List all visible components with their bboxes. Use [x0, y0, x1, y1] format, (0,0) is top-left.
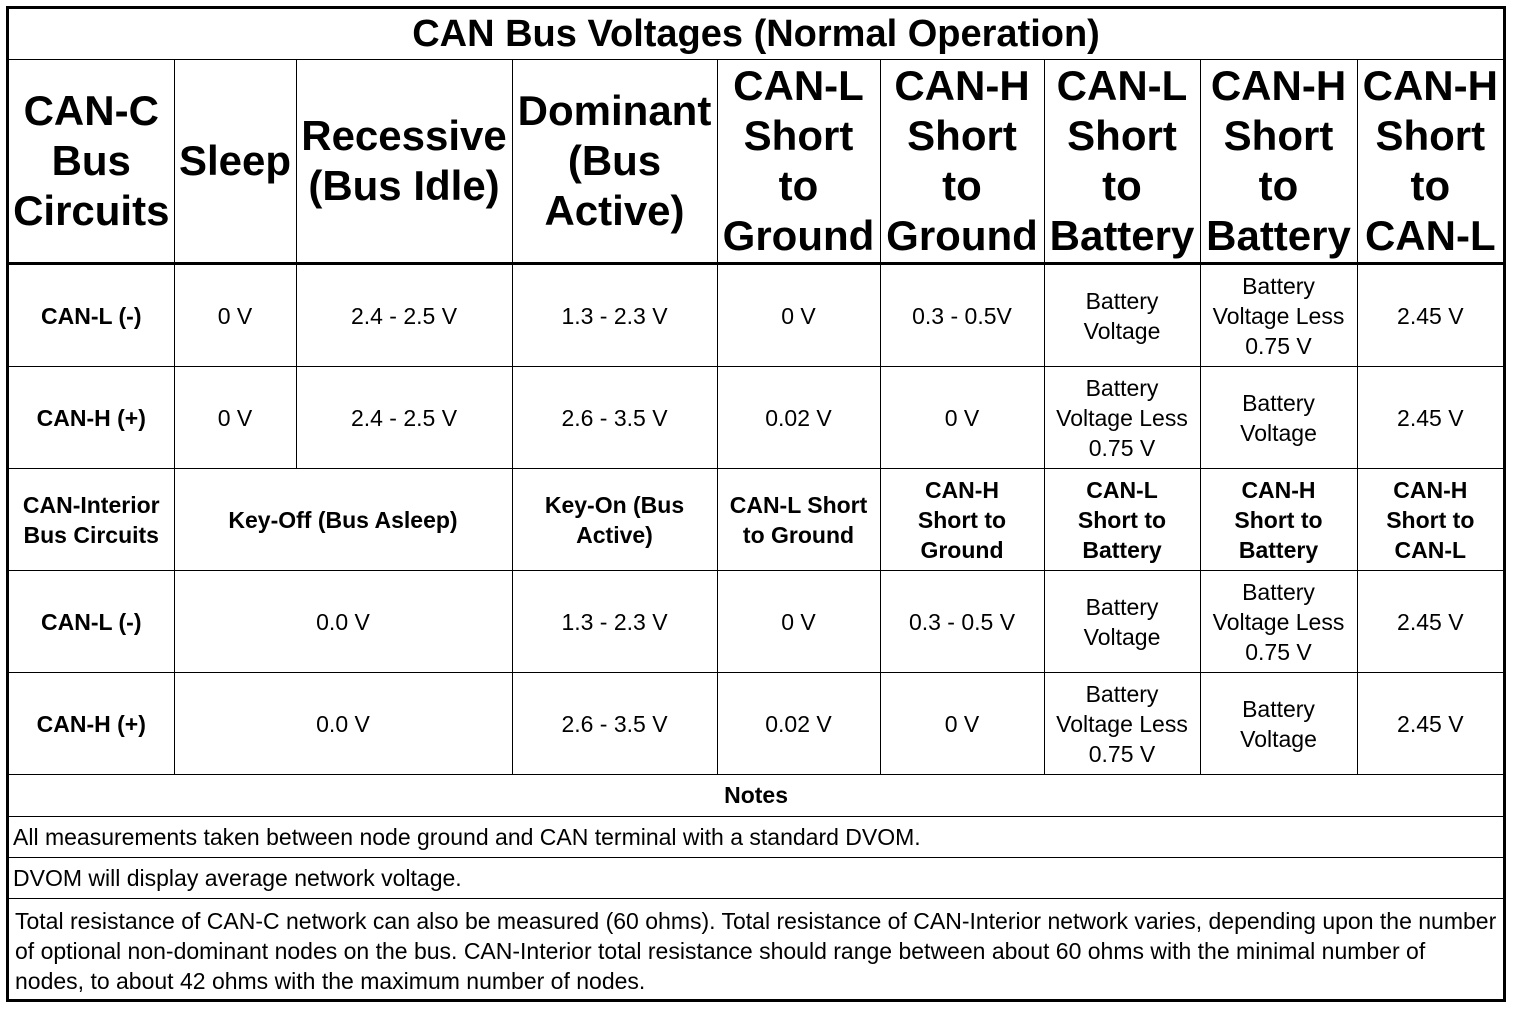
circuit-label: CAN-L (-) [9, 264, 174, 367]
canh-short-ground-value: 0.3 - 0.5 V [880, 571, 1044, 673]
canc-header-canh-short-ground: CAN-H Short to Ground [880, 60, 1044, 264]
notes-heading: Notes [9, 775, 1503, 817]
interior-header-key-off: Key-Off (Bus Asleep) [174, 469, 512, 571]
dominant-value: 2.6 - 3.5 V [512, 367, 717, 469]
table-row [9, 264, 1503, 367]
canl-short-battery-value: Battery Voltage [1044, 571, 1200, 673]
can-bus-voltage-table-sheet [6, 6, 1506, 1002]
canh-short-canl-value: 2.45 V [1357, 571, 1503, 673]
canh-short-canl-value: 2.45 V [1357, 264, 1503, 367]
interior-header-canh-short-battery: CAN-H Short to Battery [1200, 469, 1357, 571]
interior-header-canh-short-canl: CAN-H Short to CAN-L [1357, 469, 1503, 571]
interior-header-canh-short-ground: CAN-H Short to Ground [880, 469, 1044, 571]
table-row [9, 367, 1503, 469]
canc-header-canh-short-canl: CAN-H Short to CAN-L [1357, 60, 1503, 264]
sleep-value: 0 V [174, 264, 296, 367]
circuit-label: CAN-H (+) [9, 673, 174, 775]
key-off-value: 0.0 V [174, 571, 512, 673]
table-row [9, 673, 1503, 775]
canl-short-battery-value: Battery Voltage Less 0.75 V [1044, 367, 1200, 469]
circuit-label: CAN-H (+) [9, 367, 174, 469]
canl-short-ground-value: 0 V [717, 264, 880, 367]
canh-short-battery-value: Battery Voltage Less 0.75 V [1200, 571, 1357, 673]
canh-short-battery-value: Battery Voltage Less 0.75 V [1200, 264, 1357, 367]
canh-short-battery-value: Battery Voltage [1200, 673, 1357, 775]
canc-header-circuits: CAN-C Bus Circuits [9, 60, 174, 264]
canl-short-ground-value: 0 V [717, 571, 880, 673]
canl-short-ground-value: 0.02 V [717, 673, 880, 775]
key-off-value: 0.0 V [174, 673, 512, 775]
canl-short-ground-value: 0.02 V [717, 367, 880, 469]
recessive-value: 2.4 - 2.5 V [296, 367, 512, 469]
canc-header-dominant: Dominant (Bus Active) [512, 60, 717, 264]
canl-short-battery-value: Battery Voltage [1044, 264, 1200, 367]
canh-short-canl-value: 2.45 V [1357, 367, 1503, 469]
canc-header-canl-short-battery: CAN-L Short to Battery [1044, 60, 1200, 264]
canc-header-sleep: Sleep [174, 60, 296, 264]
interior-header-canl-short-ground: CAN-L Short to Ground [717, 469, 880, 571]
canh-short-ground-value: 0 V [880, 673, 1044, 775]
dominant-value: 1.3 - 2.3 V [512, 264, 717, 367]
canh-short-canl-value: 2.45 V [1357, 673, 1503, 775]
canh-short-ground-value: 0.3 - 0.5V [880, 264, 1044, 367]
key-on-value: 2.6 - 3.5 V [512, 673, 717, 775]
canl-short-battery-value: Battery Voltage Less 0.75 V [1044, 673, 1200, 775]
note-item: All measurements taken between node ground and CAN terminal with a standard DVOM. [9, 817, 1503, 858]
canc-header-canl-short-ground: CAN-L Short to Ground [717, 60, 880, 264]
canh-short-battery-value: Battery Voltage [1200, 367, 1357, 469]
interior-header-key-on: Key-On (Bus Active) [512, 469, 717, 571]
table-row [9, 571, 1503, 673]
interior-header-circuits: CAN-Interior Bus Circuits [9, 469, 174, 571]
circuit-label: CAN-L (-) [9, 571, 174, 673]
canc-header-recessive: Recessive (Bus Idle) [296, 60, 512, 264]
canh-short-ground-value: 0 V [880, 367, 1044, 469]
key-on-value: 1.3 - 2.3 V [512, 571, 717, 673]
interior-header-row [9, 469, 1503, 571]
note-item: Total resistance of CAN-C network can also be measured (60 ohms). Total resistance of CAN-Interior network varies, depending upon the number of optional non-dominant nodes on the bus. CAN-Interior total resistance should range between about 60 ohms with the minimal number of nodes, to about 42 ohms with the maximum number of nodes. [9, 899, 1503, 1004]
interior-header-canl-short-battery: CAN-L Short to Battery [1044, 469, 1200, 571]
sleep-value: 0 V [174, 367, 296, 469]
can-bus-voltage-table [9, 9, 1503, 1003]
canc-header-canh-short-battery: CAN-H Short to Battery [1200, 60, 1357, 264]
canc-header-row [9, 60, 1503, 264]
table-title: CAN Bus Voltages (Normal Operation) [9, 9, 1503, 60]
note-item: DVOM will display average network voltage. [9, 858, 1503, 899]
recessive-value: 2.4 - 2.5 V [296, 264, 512, 367]
